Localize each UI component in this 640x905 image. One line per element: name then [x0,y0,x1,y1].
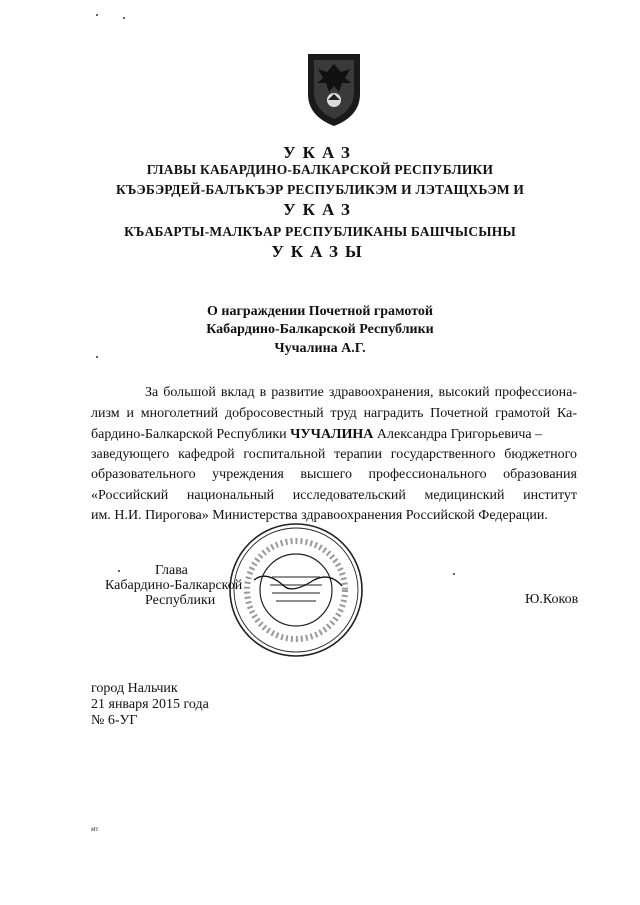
subject-line-2: Кабардино-Балкарской Республики [206,322,434,337]
scan-speck [118,570,120,572]
subject-line-3: Чучалина А.Г. [274,341,366,356]
header-title-1: УКАЗ [283,143,357,162]
header-title-2: ГЛАВЫ КАБАРДИНО-БАЛКАРСКОЙ РЕСПУБЛИКИ [146,162,494,177]
header-title-5: КЪАБАРТЫ-МАЛКЪАР РЕСПУБЛИКАНЫ БАШЧЫСЫНЫ [124,224,516,239]
scan-speck [453,573,455,575]
body-line-3-c: Александра Григорьевича – [373,427,543,442]
header-title-3: КЪЭБЭРДЕЙ-БАЛЪКЪЭР РЕСПУБЛИКЭМ И ЛЭТАЩХЬЭМ И [115,182,525,197]
footer-city: город Нальчик [91,681,178,696]
signature-title-2: Кабардино-Балкарской [105,578,243,593]
header-title-4: УКАЗ [283,200,357,219]
signer-name: Ю.Коков [525,592,579,607]
official-round-seal-icon [226,520,366,660]
signature-title-3: Республики [145,593,216,608]
body-line-4: заведующего кафедрой госпитальной терапии государственного бюджетного [91,447,577,462]
awardee-surname: ЧУЧАЛИНА [290,427,374,442]
footer-date: 21 января 2015 года [91,697,209,712]
header-title-6: УКАЗЫ [271,242,369,261]
body-line-7: им. Н.И. Пирогова» Министерства здравоохранения Российской Федерации. [91,508,548,523]
body-line-6: «Российский национальный исследовательский медицинский институт [91,488,577,503]
footer-mark: мт [91,825,99,833]
scan-speck [123,17,125,19]
body-line-5: образовательного учреждения высшего профессионального образования [91,467,577,482]
coat-of-arms-emblem-icon [304,50,364,128]
body-line-3-a: бардино-Балкарской Республики [91,427,291,442]
footer-number: № 6-УГ [91,713,138,728]
body-line-3 [91,427,577,443]
signature-title-1: Глава [155,563,188,578]
body-line-1: За большой вклад в развитие здравоохранения, высокий профессиона- [145,385,577,400]
scan-speck [96,14,98,16]
scan-speck [96,356,98,358]
subject-line-1: О награждении Почетной грамотой [207,304,433,319]
body-line-2: лизм и многолетний добросовестный труд наградить Почетной грамотой Ка- [91,406,577,421]
